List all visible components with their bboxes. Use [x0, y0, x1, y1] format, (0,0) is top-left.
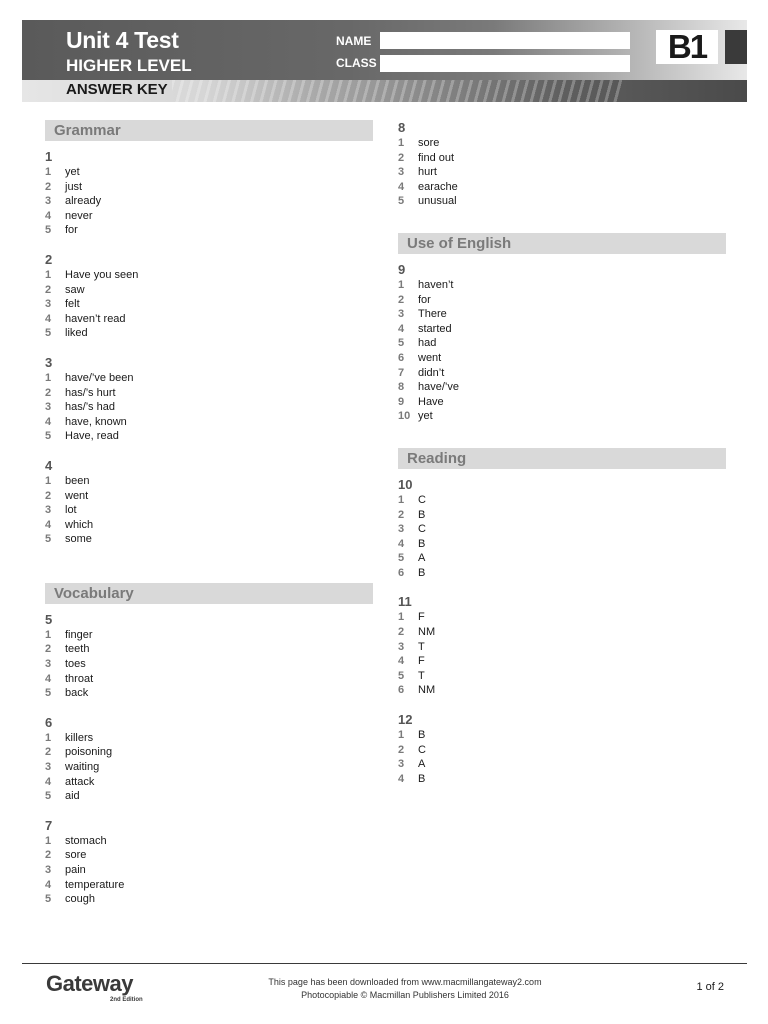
answer-text: B — [418, 729, 426, 742]
answer-index: 1 — [45, 371, 52, 384]
answer-text: attack — [65, 775, 95, 788]
answer-index: 7 — [398, 366, 405, 379]
answer-index: 8 — [398, 381, 405, 394]
answer-text: has/’s hurt — [65, 386, 116, 399]
exercise-number: 3 — [45, 354, 53, 370]
exercise-number: 11 — [398, 594, 412, 610]
answer-text: finger — [65, 628, 93, 641]
answer-row — [398, 683, 726, 698]
answer-text: Have — [418, 395, 444, 408]
edition-label: 2nd Edition — [110, 997, 143, 1003]
answer-row — [398, 508, 726, 523]
answer-text: yet — [418, 410, 433, 423]
answer-index: 4 — [398, 322, 405, 335]
exercise-number: 1 — [45, 149, 53, 164]
section-spacer — [398, 438, 726, 448]
answer-index: 1 — [398, 611, 405, 624]
answer-text: temperature — [65, 878, 125, 891]
answer-index: 1 — [398, 278, 405, 291]
answer-index: 3 — [398, 308, 405, 321]
answer-row — [45, 180, 373, 195]
answer-row — [398, 278, 726, 293]
answer-text: for — [65, 224, 78, 237]
answer-index: 5 — [398, 552, 405, 565]
exercise-number: 12 — [398, 712, 413, 728]
answer-index: 4 — [45, 878, 52, 891]
answer-index: 6 — [398, 351, 405, 364]
answer-index: 2 — [45, 489, 52, 502]
answer-index: 2 — [398, 743, 405, 756]
answer-text: C — [418, 523, 426, 536]
answer-row — [45, 371, 373, 386]
answer-row — [398, 551, 726, 566]
answer-text: sore — [65, 849, 87, 862]
answer-text: started — [418, 322, 452, 335]
answer-index: 4 — [45, 672, 52, 685]
answer-text: haven’t — [418, 278, 454, 291]
answer-index: 5 — [45, 687, 52, 700]
answer-index: 6 — [398, 684, 405, 697]
exercise-8 — [398, 120, 726, 209]
answer-text: saw — [65, 283, 85, 296]
answer-text: poisoning — [65, 746, 113, 759]
answer-index: 4 — [45, 415, 52, 428]
answer-index: 2 — [45, 643, 52, 656]
answer-text: back — [65, 687, 89, 700]
answer-index: 5 — [45, 533, 52, 546]
exercise-number: 6 — [45, 714, 53, 730]
exercise-2 — [45, 252, 373, 341]
answer-text: have/’ve been — [65, 371, 134, 384]
answer-text: waiting — [65, 761, 100, 774]
exercise-12 — [398, 712, 726, 786]
answer-text: C — [418, 743, 426, 756]
answer-index: 1 — [45, 474, 52, 487]
left-column — [45, 120, 373, 921]
answer-row — [45, 834, 373, 849]
answer-index: 5 — [398, 669, 405, 682]
answer-text: which — [65, 518, 94, 531]
answer-text: liked — [65, 327, 88, 340]
answer-row — [45, 503, 373, 518]
answer-row — [45, 326, 373, 341]
answer-row — [45, 892, 373, 907]
answer-index: 3 — [398, 523, 405, 536]
answer-text: aid — [65, 790, 80, 803]
answer-index: 5 — [45, 327, 52, 340]
answer-row — [398, 522, 726, 537]
answer-text: throat — [65, 672, 94, 685]
answer-index: 1 — [398, 729, 405, 742]
answer-text: F — [418, 655, 425, 668]
answer-text: T — [418, 669, 425, 682]
header-stripes — [172, 80, 622, 102]
exercise-number: 5 — [45, 611, 53, 627]
answer-row — [398, 743, 726, 758]
answer-text: B — [418, 537, 426, 550]
exercise-number: 7 — [45, 817, 53, 833]
answer-row — [45, 223, 373, 238]
answer-index: 5 — [398, 337, 405, 350]
answer-text: F — [418, 611, 425, 624]
answer-index: 4 — [45, 518, 52, 531]
answer-index: 1 — [45, 834, 52, 847]
answer-text: Have you seen — [65, 268, 139, 281]
page-number: 1 of 2 — [696, 981, 724, 993]
answer-text: B — [418, 508, 426, 521]
answer-text: killers — [65, 731, 94, 744]
answer-text: had — [418, 337, 437, 350]
answer-row — [45, 731, 373, 746]
answer-text: C — [418, 493, 426, 506]
answer-text: went — [418, 351, 442, 364]
answer-text: toes — [65, 658, 86, 671]
exercise-11 — [398, 594, 726, 698]
answer-index: 5 — [45, 430, 52, 443]
exercise-number: 2 — [45, 251, 53, 267]
answer-index: 2 — [45, 180, 52, 193]
exercise-number: 4 — [45, 457, 53, 473]
answer-text: felt — [65, 298, 80, 311]
answer-row — [398, 366, 726, 381]
class-label: CLASS — [336, 56, 377, 70]
answer-index: 4 — [45, 312, 52, 325]
answer-index: 5 — [45, 790, 52, 803]
answer-row — [398, 307, 726, 322]
answer-row — [398, 395, 726, 410]
level-title: HIGHER LEVEL — [66, 56, 192, 75]
answer-row — [45, 848, 373, 863]
name-label: NAME — [336, 34, 372, 48]
answer-index: 3 — [45, 401, 52, 414]
answer-index: 9 — [398, 395, 405, 408]
section-spacer — [398, 223, 726, 233]
answer-row — [45, 474, 373, 489]
answer-row — [398, 566, 726, 581]
answer-row — [398, 537, 726, 552]
answer-index: 1 — [45, 628, 52, 641]
exercise-7 — [45, 818, 373, 907]
answer-row — [45, 386, 373, 401]
answer-row — [398, 610, 726, 625]
answer-text: earache — [418, 180, 458, 193]
exercise-6 — [45, 715, 373, 804]
answer-text: unusual — [418, 195, 457, 208]
answer-index: 3 — [45, 658, 52, 671]
answer-row — [45, 429, 373, 444]
answer-row — [398, 757, 726, 772]
exercise-5 — [45, 612, 373, 701]
exercise-1 — [45, 149, 373, 238]
level-badge: B1 — [656, 30, 718, 64]
answer-index: 5 — [398, 195, 405, 208]
answer-text: hurt — [418, 166, 437, 179]
answer-row — [45, 209, 373, 224]
answer-text: B — [418, 566, 426, 579]
answer-row — [398, 654, 726, 669]
gateway-logo: Gateway — [46, 971, 133, 996]
answer-row — [45, 686, 373, 701]
answer-row — [45, 878, 373, 893]
answer-text: have, known — [65, 415, 127, 428]
answer-index: 2 — [398, 293, 405, 306]
section-header-grammar: Grammar — [45, 120, 373, 141]
answer-text: have/’ve — [418, 381, 459, 394]
answer-row — [45, 532, 373, 547]
answer-row — [398, 151, 726, 166]
answer-index: 3 — [45, 298, 52, 311]
exercise-number: 8 — [398, 120, 406, 135]
answer-index: 2 — [45, 386, 52, 399]
exercise-4 — [45, 458, 373, 547]
answer-row — [398, 351, 726, 366]
answer-index: 3 — [45, 195, 52, 208]
answer-row — [45, 518, 373, 533]
answer-index: 2 — [398, 508, 405, 521]
answer-index: 1 — [398, 493, 405, 506]
answer-text: didn’t — [418, 366, 445, 379]
answer-index: 1 — [45, 166, 52, 178]
exercise-3 — [45, 355, 373, 444]
answer-row — [398, 625, 726, 640]
answer-row — [45, 400, 373, 415]
answer-text: sore — [418, 137, 440, 149]
exercise-number: 9 — [398, 261, 406, 277]
answer-key-title: ANSWER KEY — [66, 81, 168, 98]
badge-tab — [725, 30, 747, 64]
answer-text: teeth — [65, 643, 90, 656]
right-column — [398, 120, 726, 800]
answer-row — [398, 380, 726, 395]
answer-text: yet — [65, 166, 80, 178]
answer-row — [45, 657, 373, 672]
exercise-10 — [398, 477, 726, 581]
exercise-9 — [398, 262, 726, 424]
answer-row — [398, 322, 726, 337]
answer-text: Have, read — [65, 430, 119, 443]
answer-index: 4 — [398, 655, 405, 668]
answer-index: 3 — [398, 758, 405, 771]
answer-row — [45, 297, 373, 312]
answer-text: A — [418, 758, 426, 771]
answer-index: 2 — [398, 626, 405, 639]
footer-divider — [22, 963, 747, 964]
exercise-number: 10 — [398, 476, 413, 492]
answer-text: NM — [418, 684, 436, 697]
section-header-vocabulary: Vocabulary — [45, 583, 373, 604]
answer-row — [398, 772, 726, 787]
answer-text: never — [65, 209, 93, 222]
copyright-notice: Photocopiable © Macmillan Publishers Limited 2016 — [301, 990, 509, 1000]
answer-text: already — [65, 195, 102, 208]
answer-text: lot — [65, 504, 77, 517]
answer-text: some — [65, 533, 92, 546]
answer-index: 4 — [398, 180, 405, 193]
section-header-reading: Reading — [398, 448, 726, 469]
answer-index: 1 — [45, 731, 52, 744]
download-notice: This page has been downloaded from www.macmillangateway2.com — [268, 977, 542, 987]
answer-index: 4 — [45, 775, 52, 788]
answer-index: 10 — [398, 410, 411, 423]
unit-title: Unit 4 Test — [66, 27, 179, 53]
name-field[interactable] — [380, 32, 630, 49]
answer-text: has/’s had — [65, 401, 115, 414]
answer-text: been — [65, 474, 90, 487]
answer-row — [398, 669, 726, 684]
answer-row — [398, 493, 726, 508]
answer-text: B — [418, 772, 426, 785]
answer-index: 3 — [398, 640, 405, 653]
answer-text: A — [418, 552, 426, 565]
answer-row — [398, 194, 726, 209]
answer-index: 2 — [45, 283, 52, 296]
answer-row — [45, 775, 373, 790]
answer-row — [398, 409, 726, 424]
answer-row — [45, 415, 373, 430]
answer-index: 3 — [45, 504, 52, 517]
answer-row — [45, 194, 373, 209]
answer-row — [45, 642, 373, 657]
answer-index: 4 — [398, 772, 405, 785]
answer-row — [398, 640, 726, 655]
answer-row — [45, 165, 373, 180]
answer-index: 4 — [398, 537, 405, 550]
answer-row — [45, 312, 373, 327]
answer-index: 5 — [45, 224, 52, 237]
answer-text: went — [65, 489, 89, 502]
answer-row — [45, 760, 373, 775]
page-header — [22, 20, 747, 102]
answer-index: 1 — [45, 268, 52, 281]
answer-row — [398, 336, 726, 351]
answer-index: 2 — [398, 151, 405, 164]
answer-index: 6 — [398, 566, 405, 579]
answer-text: cough — [65, 893, 95, 906]
answer-row — [45, 489, 373, 504]
answer-row — [45, 789, 373, 804]
answer-text: There — [418, 308, 447, 321]
answer-text: T — [418, 640, 425, 653]
answer-row — [45, 268, 373, 283]
answer-row — [398, 180, 726, 195]
answer-index: 3 — [45, 864, 52, 876]
answer-row — [398, 293, 726, 308]
answer-index: 1 — [398, 137, 405, 149]
answer-index: 3 — [45, 761, 52, 774]
answer-text: for — [418, 293, 431, 306]
answer-row — [398, 728, 726, 743]
answer-row — [398, 165, 726, 180]
answer-index: 2 — [45, 746, 52, 759]
answer-row — [45, 283, 373, 298]
answer-row — [45, 863, 373, 878]
answer-row — [45, 628, 373, 643]
section-spacer — [45, 561, 373, 583]
answer-index: 2 — [45, 849, 52, 862]
answer-text: haven’t read — [65, 312, 126, 325]
answer-index: 5 — [45, 893, 52, 906]
answer-text: find out — [418, 151, 455, 164]
answer-text: pain — [65, 864, 86, 876]
answer-index: 4 — [45, 209, 52, 222]
answer-row — [398, 136, 726, 151]
section-header-use-of-english: Use of English — [398, 233, 726, 254]
answer-index: 3 — [398, 166, 405, 179]
answer-text: NM — [418, 626, 436, 639]
answer-row — [45, 745, 373, 760]
answer-row — [45, 672, 373, 687]
class-field[interactable] — [380, 55, 630, 72]
answer-text: just — [65, 180, 83, 193]
answer-text: stomach — [65, 834, 107, 847]
